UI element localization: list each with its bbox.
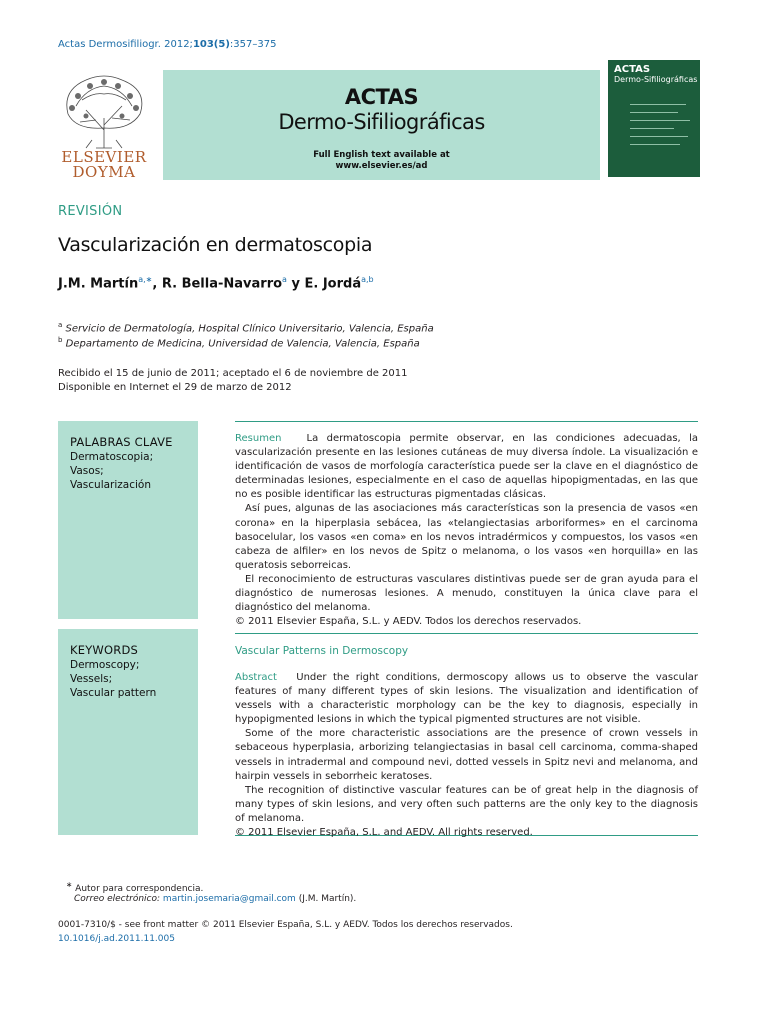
abstract-block: Abstract Under the right conditions, dermoscopy allows us to observe the vascular features of many different types of skin lesions. The visualization and identification of vessels with a characteristic morphology can be the key to diagnosis, especially in hypopigmented lesions in which the typical pigmented structures are not visible. Some of the more characteristic associations are the presence of crown vessels in sebaceous hyperplasia, arborizing telangiectasias in basal cell carcinoma, comma-shaped vessels in intradermal and compound nevi, dotted vessels in Spitz nevi and melanoma, and hairpin vessels in seborrheic keratoses. The recognition of distinctive vascular features can be of great help in the diagnosis of many types of skin lesions, and very often such patterns are the only key to the diagnosis of melanoma. © 2011 Elsevier España, S.L. and AEDV. All rights reserved. <box>235 672 698 839</box>
cover-line <box>630 120 690 121</box>
cover-line <box>630 128 674 129</box>
cover-line <box>630 144 680 145</box>
divider <box>235 633 698 634</box>
issn-line: 0001-7310/$ - see front matter © 2011 Elsevier España, S.L. y AEDV. Todos los derechos reservados. <box>58 920 513 930</box>
keyword-item: Vasos; <box>70 465 104 477</box>
doi-line <box>58 934 175 944</box>
author-affiliation-mark[interactable]: a,∗ <box>138 275 153 284</box>
author-name[interactable]: R. Bella-Navarro <box>161 276 283 292</box>
cover-line <box>630 112 678 113</box>
author-list: J.M. Martín$^{a,∗}$, R. Bella-Navarro$^a$ y E. Jordá$^{a,b}$ <box>58 275 374 292</box>
affiliation: $^a$ Servicio de Dermatología, Hospital Clínico Universitario, Valencia, España <box>58 321 434 335</box>
keywords-heading: PALABRAS CLAVE <box>70 435 173 449</box>
affiliation: $^b$ Departamento de Medicina, Universidad de Valencia, Valencia, España <box>58 336 420 350</box>
keyword-item: Dermoscopy; <box>70 659 140 671</box>
resumen-lead: Resumen <box>235 433 282 444</box>
section-label: REVISIÓN <box>58 204 123 219</box>
resumen-block: Resumen La dermatoscopia permite observar, en las condiciones adecuadas, la vascularización presente en las lesiones cutáneas de muy diversa índole. La visualización e identificación de vasos de morfología característica puede ser la clave en el diagnóstico de determinadas lesiones, especialmente en el caso de aquellas hipopigmentadas, en las que no es posible identificar las estructuras pigmentadas clásicas. Así pues, algunas de las asociaciones más características son la presencia de vasos «en corona» en la hiperplasia sebácea, las «telangiectasias arboriformes» en el carcinoma basocelular, los vasos «en coma» en los nevos intradérmicos y compuestos, los vasos «en cabeza de alfiler» en los nevos de Spitz o melanoma, o los vasos «en horquilla» en las queratosis seborreicas. El reconocimiento de estructuras vasculares distintivas puede ser de gran ayuda para el diagnóstico de numerosas lesiones. A menudo, constituyen la única clave para el diagnóstico del melanoma. © 2011 Elsevier España, S.L. y AEDV. Todos los derechos reservados. <box>235 433 698 628</box>
author-affiliation-mark[interactable]: a <box>282 275 287 284</box>
journal-title-line1: ACTAS <box>344 85 419 109</box>
journal-title-line2: Dermo-Sifiliográficas <box>278 110 485 134</box>
received-date: Recibido el 15 de junio de 2011; aceptado el 6 de noviembre de 2011 <box>58 368 408 379</box>
journal-banner <box>163 70 600 180</box>
keyword-item: Vessels; <box>70 673 113 685</box>
article-title: Vascularización en dermatoscopia <box>58 234 373 256</box>
author-name[interactable]: E. Jordá <box>304 276 362 292</box>
english-title: Vascular Patterns in Dermoscopy <box>235 645 409 657</box>
cover-line <box>630 136 688 137</box>
keyword-item: Dermatoscopia; <box>70 451 154 463</box>
keyword-item: Vascularización <box>70 479 152 491</box>
divider <box>235 421 698 422</box>
author-name[interactable]: J.M. Martín <box>58 276 139 292</box>
publisher-name: ELSEVIER DOYMA <box>61 148 147 181</box>
journal-citation[interactable]: Actas Dermosifiliogr. 2012;103(5):357–375 <box>58 39 277 50</box>
corresponding-author-note: ∗ Autor para correspondencia. <box>66 880 204 894</box>
email-note: Correo electrónico: martin.josemaria@gmail.com (J.M. Martín). <box>74 894 357 904</box>
online-date: Disponible en Internet el 29 de marzo de 2012 <box>58 382 292 393</box>
author-affiliation-mark[interactable]: a,b <box>361 275 374 284</box>
abstract-lead: Abstract <box>235 672 277 683</box>
email-link[interactable]: martin.josemaria@gmail.com <box>162 894 296 904</box>
journal-cover-thumbnail: ACTAS Dermo-Sifiliográficas <box>608 60 700 177</box>
keyword-item: Vascular pattern <box>70 687 157 699</box>
keywords-es-panel <box>58 421 198 619</box>
cover-line <box>630 104 686 105</box>
full-text-notice: Full English text available at www.elsevier.es/ad <box>313 150 450 171</box>
keywords-heading: KEYWORDS <box>70 643 139 657</box>
keywords-en-panel <box>58 629 198 835</box>
doi-link[interactable]: 10.1016/j.ad.2011.11.005 <box>58 934 175 944</box>
